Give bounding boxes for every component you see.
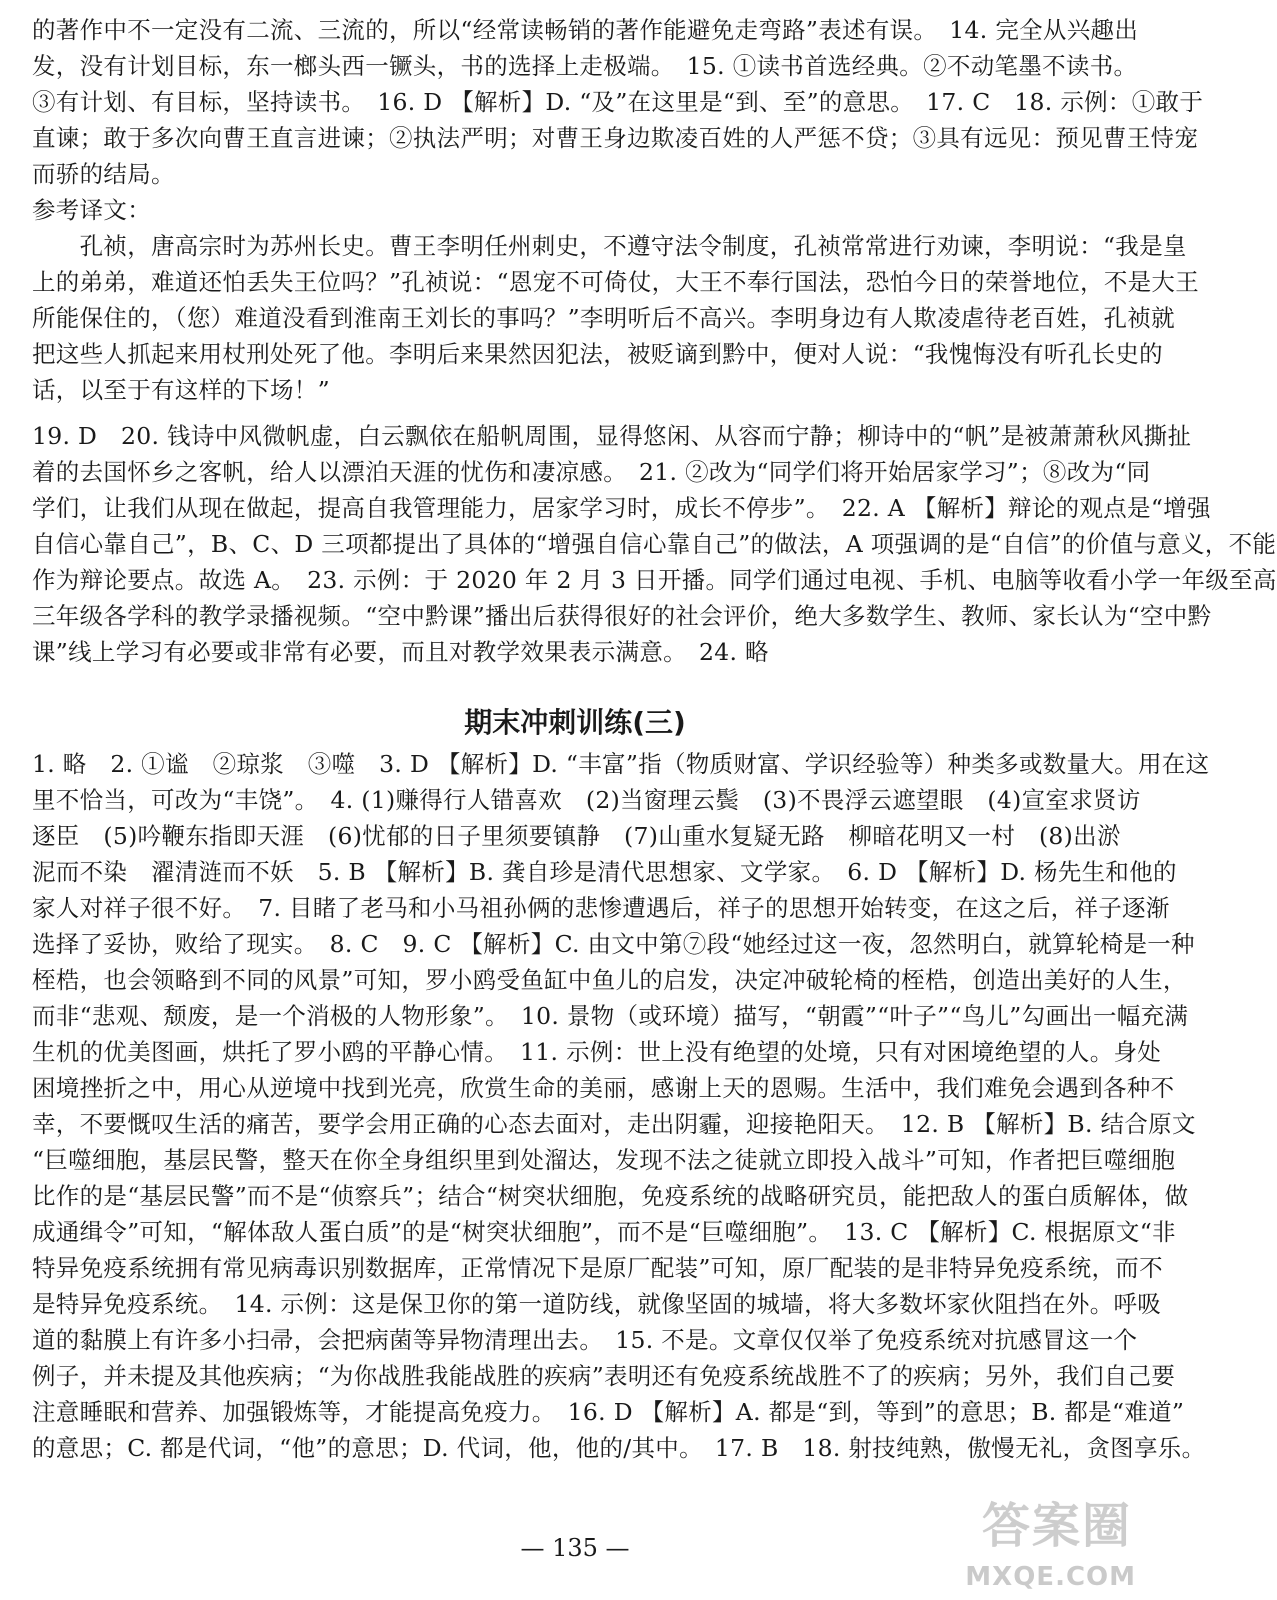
text-line: 作为辩论要点。故选 A。 23. 示例：于 2020 年 2 月 3 日开播。同学们通过电视、手机、电脑等收看小学一年级至高	[32, 566, 1277, 594]
text-line: 注意睡眠和营养、加强锻炼等，才能提高免疫力。 16. D 【解析】A. 都是“到，等到”的意思；B. 都是“难道”	[32, 1398, 1185, 1426]
text-line: 三年级各学科的教学录播视频。“空中黔课”播出后获得很好的社会评价，绝大多数学生、教师、家长认为“空中黔	[32, 602, 1212, 630]
text-line: ③有计划、有目标，坚持读书。 16. D 【解析】D. “及”在这里是“到、至”的意思。 17. C 18. 示例：①敢于	[32, 88, 1204, 116]
text-line: 特异免疫系统拥有常见病毒识别数据库，正常情况下是原厂配装”可知，原厂配装的是非特异免疫系统，而不	[32, 1254, 1163, 1282]
translation-line: 话，以至于有这样的下场！”	[32, 376, 330, 404]
text-line: 幸，不要慨叹生活的痛苦，要学会用正确的心态去面对，走出阴霾，迎接艳阳天。 12. B 【解析】B. 结合原文	[32, 1110, 1196, 1138]
translation-line: 上的弟弟，难道还怕丢失王位吗？”孔祯说：“恩宠不可倚仗，大王不奉行国法，恐怕今日的荣誉地位，不是大王	[32, 268, 1200, 296]
text-line: 泥而不染 濯清涟而不妖 5. B 【解析】B. 龚自珍是清代思想家、文学家。 6. D 【解析】D. 杨先生和他的	[32, 858, 1177, 886]
text-line: 是特异免疫系统。 14. 示例：这是保卫你的第一道防线，就像坚固的城墙，将大多数坏家伙阻挡在外。呼吸	[32, 1290, 1162, 1318]
text-line: 道的黏膜上有许多小扫帚，会把病菌等异物清理出去。 15. 不是。文章仅仅举了免疫系统对抗感冒这一个	[32, 1326, 1138, 1354]
text-line: 学们，让我们从现在做起，提高自我管理能力，居家学习时，成长不停步”。 22. A 【解析】辩论的观点是“增强	[32, 494, 1211, 522]
text-line: 而骄的结局。	[32, 160, 175, 188]
text-line: 发，没有计划目标，东一榔头西一镢头，书的选择上走极端。 15. ①读书首选经典。②不动笔墨不读书。	[32, 52, 1138, 80]
text-line: 里不恰当，可改为“丰饶”。 4. (1)赚得行人错喜欢 (2)当窗理云鬓 (3)不畏浮云遮望眼 (4)宣室求贤访	[32, 786, 1141, 814]
text-line: 自信心靠自己”，B、C、D 三项都提出了具体的“增强自信心靠自己”的做法，A 项强调的是“自信”的价值与意义，不能	[32, 530, 1277, 558]
translation-line: 所能保住的，（您）难道没看到淮南王刘长的事吗？”李明听后不高兴。李明身边有人欺凌虐待老百姓，孔祯就	[32, 304, 1175, 332]
text-line: 选择了妥协，败给了现实。 8. C 9. C 【解析】C. 由文中第⑦段“她经过这一夜，忽然明白，就算轮椅是一种	[32, 930, 1195, 958]
translation-line: 把这些人抓起来用杖刑处死了他。李明后来果然因犯法，被贬谪到黔中，便对人说：“我愧悔没有听孔长史的	[32, 340, 1163, 368]
text-line: “巨噬细胞，基层民警，整天在你全身组织里到处溜达，发现不法之徒就立即投入战斗”可知，作者把巨噬细胞	[32, 1146, 1176, 1174]
text-line: 例子，并未提及其他疾病；“为你战胜我能战胜的疾病”表明还有免疫系统战胜不了的疾病；另外，我们自己要	[32, 1362, 1176, 1390]
page-number: — 135 —	[520, 1534, 630, 1562]
section-title: 期末冲刺训练(三)	[464, 706, 686, 739]
watermark-logo-text: 答案圈	[981, 1498, 1132, 1554]
text-line: 家人对祥子很不好。 7. 目睹了老马和小马祖孙俩的悲惨遭遇后，祥子的思想开始转变，在这之后，祥子逐渐	[32, 894, 1170, 922]
text-line: 桎梏，也会领略到不同的风景”可知，罗小鸥受鱼缸中鱼儿的启发，决定冲破轮椅的桎梏，创造出美好的人生，	[32, 966, 1187, 994]
text-line: 直谏；敢于多次向曹王直言进谏；②执法严明；对曹王身边欺凌百姓的人严惩不贷；③具有远见：预见曹王恃宠	[32, 124, 1199, 152]
text-line: 比作的是“基层民警”而不是“侦察兵”；结合“树突状细胞，免疫系统的战略研究员，能把敌人的蛋白质解体，做	[32, 1182, 1189, 1210]
text-line: 课”线上学习有必要或非常有必要，而且对教学效果表示满意。 24. 略	[32, 638, 769, 666]
watermark-url: MXQE.COM	[965, 1562, 1136, 1592]
text-line: 的意思；C. 都是代词，“他”的意思；D. 代词，他，他的/其中。 17. B 18. 射技纯熟，傲慢无礼，贪图享乐。	[32, 1434, 1206, 1462]
translation-line: 孔祯，唐高宗时为苏州长史。曹王李明任州刺史，不遵守法令制度，孔祯常常进行劝谏，李明说：“我是皇	[32, 232, 1187, 260]
text-line: 19. D 20. 钱诗中风微帆虚，白云飘依在船帆周围，显得悠闲、从容而宁静；柳诗中的“帆”是被萧萧秋风撕扯	[32, 422, 1192, 450]
site-watermark-logo	[923, 1487, 1138, 1592]
text-line: 而非“悲观、颓废，是一个消极的人物形象”。 10. 景物（或环境）描写，“朝霞”“叶子”“鸟儿”勾画出一幅充满	[32, 1002, 1189, 1030]
reference-translation-heading: 参考译文：	[32, 196, 151, 224]
text-line: 成通缉令”可知，“解体敌人蛋白质”的是“树突状细胞”，而不是“巨噬细胞”。 13. C 【解析】C. 根据原文“非	[32, 1218, 1176, 1246]
text-line: 的著作中不一定没有二流、三流的，所以“经常读畅销的著作能避免走弯路”表述有误。 14. 完全从兴趣出	[32, 16, 1139, 44]
text-line: 困境挫折之中，用心从逆境中找到光亮，欣赏生命的美丽，感谢上天的恩赐。生活中，我们难免会遇到各种不	[32, 1074, 1175, 1102]
text-line: 着的去国怀乡之客帆，给人以漂泊天涯的忧伤和凄凉感。 21. ②改为“同学们将开始居家学习”；⑧改为“同	[32, 458, 1151, 486]
text-line: 生机的优美图画，烘托了罗小鸥的平静心情。 11. 示例：世上没有绝望的处境，只有对困境绝望的人。身处	[32, 1038, 1162, 1066]
text-line: 逐臣 (5)吟鞭东指即天涯 (6)忧郁的日子里须要镇静 (7)山重水复疑无路 柳暗花明又一村 (8)出淤	[32, 822, 1121, 850]
text-line: 1. 略 2. ①谧 ②琼浆 ③噬 3. D 【解析】D. “丰富”指（物质财富、学识经验等）种类多或数量大。用在这	[32, 750, 1210, 778]
